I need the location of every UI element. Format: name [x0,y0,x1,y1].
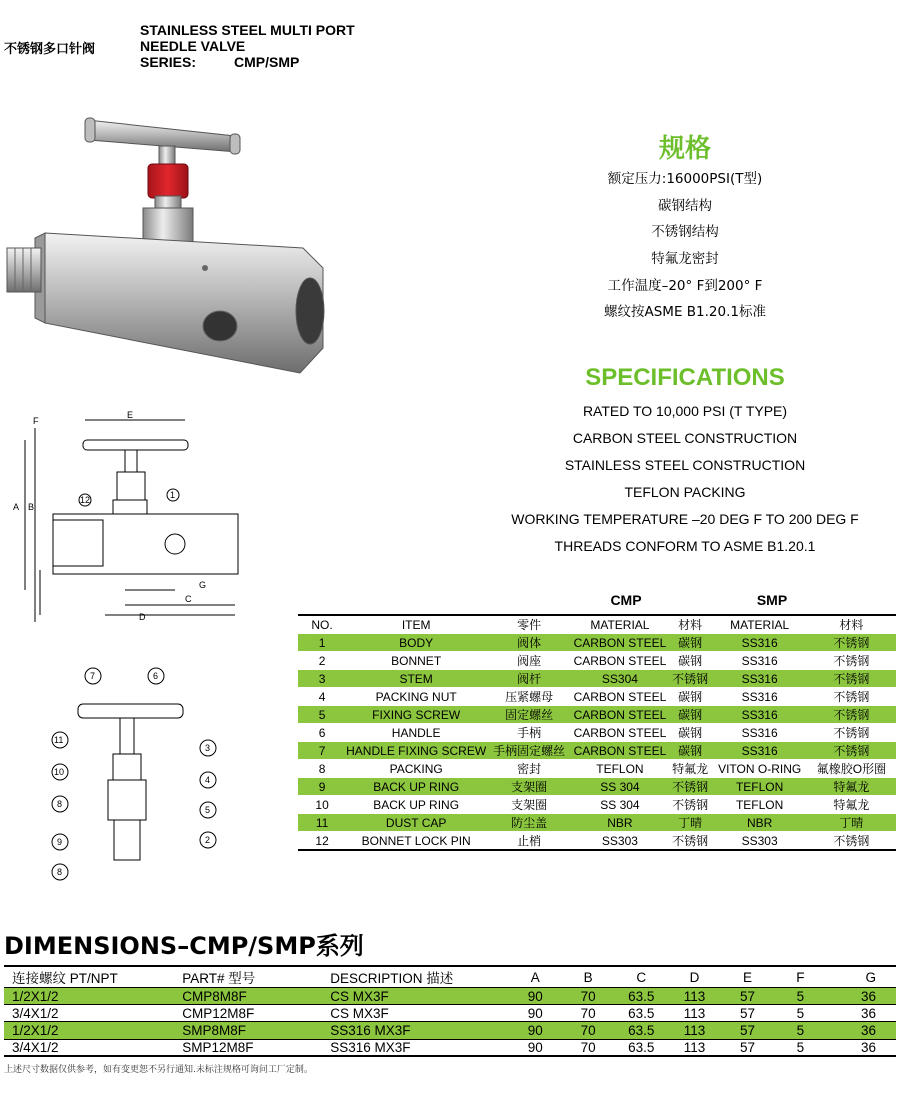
parts-cell: 压紧螺母 [486,688,572,706]
series-line [140,54,355,70]
parts-cell: 碳钢 [668,652,713,670]
dims-cell: 70 [580,1005,596,1021]
col-item: ITEM [401,617,431,632]
dims-row [4,1039,896,1056]
dims-cell: 5 [796,1005,805,1021]
parts-cell: CARBON STEEL [573,635,667,650]
parts-row [298,688,896,706]
dims-cell: 57 [721,988,774,1005]
spec-cn-heading: 规格 [658,134,711,164]
dims-cell: 90 [509,988,562,1005]
parts-row [298,760,896,778]
parts-cell: HANDLE FIXING SCREW [346,743,487,758]
dims-cell: CMP8M8F [182,988,330,1005]
col-f: F [796,969,805,985]
parts-cell: BODY [346,634,486,652]
parts-cell: 不锈钢 [807,706,896,724]
spec-cn-item: 特氟龙密封 [651,251,719,268]
dim-a: A [13,502,20,512]
title-line-1: STAINLESS STEEL MULTI PORT [140,22,355,38]
dim-g: G [199,580,207,590]
svg-text:6: 6 [153,671,159,681]
spec-en-item: STAINLESS STEEL CONSTRUCTION [564,457,806,473]
svg-text:8: 8 [57,799,63,809]
parts-cell: 1 [298,634,346,652]
parts-cell: 支架圈 [486,796,572,814]
dims-cell: 5 [774,1022,827,1039]
col-g: G [865,969,876,985]
parts-cell: 不锈钢 [807,652,896,670]
dims-cell: 1/2X1/2 [4,988,182,1005]
parts-cell: 碳钢 [668,724,713,742]
parts-cell: 9 [298,778,346,796]
parts-cell: 阀杆 [486,670,572,688]
parts-cell: BACK UP RING [346,796,486,814]
parts-row [298,742,896,760]
valve-photo [5,108,345,408]
dims-cell: 63.5 [615,988,668,1005]
parts-cell: 支架圈 [486,778,572,796]
parts-cell: 阀座 [486,652,572,670]
dims-cell: 5 [774,988,827,1005]
svg-text:3: 3 [205,743,211,753]
dims-cell: 113 [683,1005,706,1021]
spec-en-item: WORKING TEMPERATURE –20 DEG F TO 200 DEG F [511,511,859,527]
parts-cell: 不锈钢 [807,832,896,851]
svg-text:4: 4 [205,775,211,785]
parts-cell: BONNET [346,652,486,670]
dims-row [4,1005,896,1022]
dims-cell: 36 [827,1022,896,1039]
parts-cell: 止梢 [486,832,572,851]
parts-cell: CARBON STEEL [573,689,667,704]
parts-cell: SS 304 [572,796,668,814]
group-cmp-label: CMP [610,592,642,608]
dims-cell: 3/4X1/2 [12,1005,59,1021]
dims-cell: 57 [740,1039,756,1055]
parts-cell: 碳钢 [668,688,713,706]
spec-en-item: CARBON STEEL CONSTRUCTION [572,430,798,446]
parts-cell: 不锈钢 [668,796,713,814]
parts-cell: BACK UP RING [346,778,486,796]
parts-cell: SS316 [712,706,806,724]
parts-cell: 不锈钢 [807,724,896,742]
series-value: CMP/SMP [234,54,300,70]
spec-cn-item: 不锈钢结构 [651,224,719,241]
dim-b: B [28,502,35,512]
dims-cell: CS MX3F [330,988,509,1005]
parts-cell: 阀体 [486,634,572,652]
parts-cell: SS 304 [572,778,668,796]
parts-cell: STEM [346,670,486,688]
parts-cell: BONNET LOCK PIN [346,832,486,851]
exploded-view [48,662,228,887]
parts-cell: CARBON STEEL [573,707,667,722]
parts-cell: 丁晴 [807,814,896,832]
parts-row [298,814,896,832]
spec-en-heading: SPECIFICATIONS [585,364,785,391]
parts-cell: 碳钢 [668,634,713,652]
parts-cell: 碳钢 [668,742,713,760]
dims-cell: 5 [796,1039,805,1055]
parts-table [298,614,896,851]
col-d: D [689,969,700,985]
parts-cell: TEFLON [712,796,806,814]
spec-cn-item: 螺纹按ASME B1.20.1标准 [604,304,766,321]
dims-row [4,1022,896,1039]
parts-cell: 10 [298,796,346,814]
parts-cell: SS316 [712,688,806,706]
group-smp-label: SMP [756,592,788,608]
dims-cell: 1/2X1/2 [4,1022,182,1039]
dims-cell: 57 [721,1022,774,1039]
parts-cell: 固定螺丝 [486,706,572,724]
svg-text:7: 7 [90,671,96,681]
col-cmp-material-cn: 材料 [678,618,703,632]
parts-cell: 不锈钢 [668,832,713,851]
parts-cell: 特氟龙 [807,778,896,796]
parts-cell: SS303 [572,832,668,851]
parts-cell: SS316 [712,652,806,670]
dim-d: D [139,612,146,622]
parts-cell: HANDLE [346,724,486,742]
spec-cn-item: 工作温度–20° F到200° F [607,277,763,294]
dim-f: F [33,416,39,426]
parts-cell: DUST CAP [346,814,486,832]
col-part: PART# 型号 [182,971,256,986]
svg-text:2: 2 [205,835,211,845]
parts-cell: 8 [298,760,346,778]
spec-cn-list [560,166,810,326]
dim-e: E [127,410,134,420]
parts-row [298,652,896,670]
parts-cell: NBR [712,814,806,832]
parts-cell: 防尘盖 [486,814,572,832]
col-description: DESCRIPTION 描述 [330,971,454,986]
col-c: C [636,969,647,985]
dims-cell: 36 [827,988,896,1005]
spec-en-item: THREADS CONFORM TO ASME B1.20.1 [554,538,816,554]
parts-cell: 密封 [486,760,572,778]
callout-1: 1 [170,490,176,500]
svg-text:11: 11 [54,735,64,745]
parts-cell: 手柄 [486,724,572,742]
dims-cell: 63.5 [628,1005,655,1021]
parts-cell: CARBON STEEL [573,725,667,740]
parts-cell: TEFLON [572,760,668,778]
title-line-2: NEEDLE VALVE [140,38,246,54]
dims-cell: SMP8M8F [182,1022,330,1039]
col-e: E [743,969,753,985]
parts-cell: SS316 [712,670,806,688]
dims-cell: 3/4X1/2 [12,1039,59,1055]
parts-header-row [298,615,896,634]
product-title-en [140,22,355,70]
parts-row [298,634,896,652]
parts-cell: SS304 [572,670,668,688]
spec-cn-item: 额定压力:16000PSI(T型) [607,171,763,187]
dims-cell: CS MX3F [330,1005,389,1021]
dims-cell: 63.5 [628,1039,655,1055]
dims-cell: CMP12M8F [182,1005,255,1021]
spec-en-list [480,398,890,560]
spec-en-item: TEFLON PACKING [624,484,746,500]
dims-header-row [4,966,896,988]
col-cmp-material: MATERIAL [590,617,650,632]
dims-cell: 57 [740,1005,756,1021]
parts-cell: CARBON STEEL [573,653,667,668]
parts-cell: 不锈钢 [807,634,896,652]
parts-cell: 特氟龙 [668,760,713,778]
parts-cell: 丁晴 [668,814,713,832]
dims-cell: 63.5 [615,1022,668,1039]
dims-cell: SS316 MX3F [330,1039,411,1055]
parts-cell: 4 [298,688,346,706]
dims-cell: 90 [527,1005,543,1021]
dims-cell: 36 [860,1039,876,1055]
parts-cell: NBR [572,814,668,832]
parts-cell: 氟橡胶O形圈 [807,760,896,778]
parts-cell: 不锈钢 [807,742,896,760]
col-no: NO. [311,617,333,632]
dims-cell: SMP12M8F [182,1039,254,1055]
parts-cell: FIXING SCREW [346,706,486,724]
parts-cell: 不锈钢 [668,778,713,796]
svg-text:10: 10 [54,767,65,777]
parts-cell: 12 [298,832,346,851]
svg-text:9: 9 [57,837,63,847]
parts-cell: 7 [298,742,346,760]
dims-cell: 90 [509,1022,562,1039]
dims-cell: 90 [527,1039,543,1055]
col-b: B [583,969,593,985]
spec-cn-item: 碳钢结构 [658,197,712,214]
series-label: SERIES: [140,54,197,70]
spec-en-item: RATED TO 10,000 PSI (T TYPE) [582,403,788,419]
parts-cell: 6 [298,724,346,742]
footnote: 上述尺寸数据仅供参考，如有变更恕不另行通知.未标注规格可询问工厂定制。 [4,1065,313,1075]
dimensions-table [4,965,896,1057]
col-a: A [530,969,540,985]
parts-row [298,724,896,742]
dims-cell: 113 [668,1022,721,1039]
parts-cell: PACKING NUT [346,688,486,706]
col-thread: 连接螺纹 PT/NPT [12,971,118,986]
product-title-cn: 不锈钢多口针阀 [4,42,96,57]
parts-cell: 不锈钢 [807,670,896,688]
parts-cell: SS316 [712,634,806,652]
parts-cell: 3 [298,670,346,688]
parts-cell: 不锈钢 [668,670,713,688]
parts-row [298,832,896,851]
col-smp-material: MATERIAL [730,617,790,632]
parts-cell: CARBON STEEL [573,743,667,758]
parts-cell: SS303 [712,832,806,851]
dimensions-heading: DIMENSIONS–CMP/SMP系列 [4,932,364,960]
svg-text:5: 5 [205,805,211,815]
dims-cell: 70 [580,1039,596,1055]
dims-row [4,988,896,1005]
parts-row [298,670,896,688]
parts-row [298,706,896,724]
dims-cell: 113 [683,1039,706,1055]
parts-cell: SS316 [712,724,806,742]
dims-cell: 36 [860,1005,876,1021]
parts-row [298,778,896,796]
parts-cell: 5 [298,706,346,724]
dims-cell: 70 [562,988,615,1005]
parts-cell: TEFLON [712,778,806,796]
col-smp-material-cn: 材料 [839,618,864,632]
svg-text:8: 8 [57,867,63,877]
parts-cell: 手柄固定螺丝 [486,742,572,760]
parts-row [298,796,896,814]
parts-cell: PACKING [346,760,486,778]
parts-cell: 特氟龙 [807,796,896,814]
parts-cell: 碳钢 [668,706,713,724]
dims-cell: SS316 MX3F [330,1022,509,1039]
parts-cell: SS316 [712,742,806,760]
col-item-cn: 零件 [517,618,542,632]
callout-12: 12 [80,495,91,505]
parts-cell: 11 [298,814,346,832]
parts-cell: VITON O-RING [712,760,806,778]
dims-cell: 113 [668,988,721,1005]
dimension-drawing [5,410,260,625]
dim-c: C [185,594,192,604]
dims-cell: 70 [562,1022,615,1039]
parts-cell: 2 [298,652,346,670]
parts-cell: 不锈钢 [807,688,896,706]
